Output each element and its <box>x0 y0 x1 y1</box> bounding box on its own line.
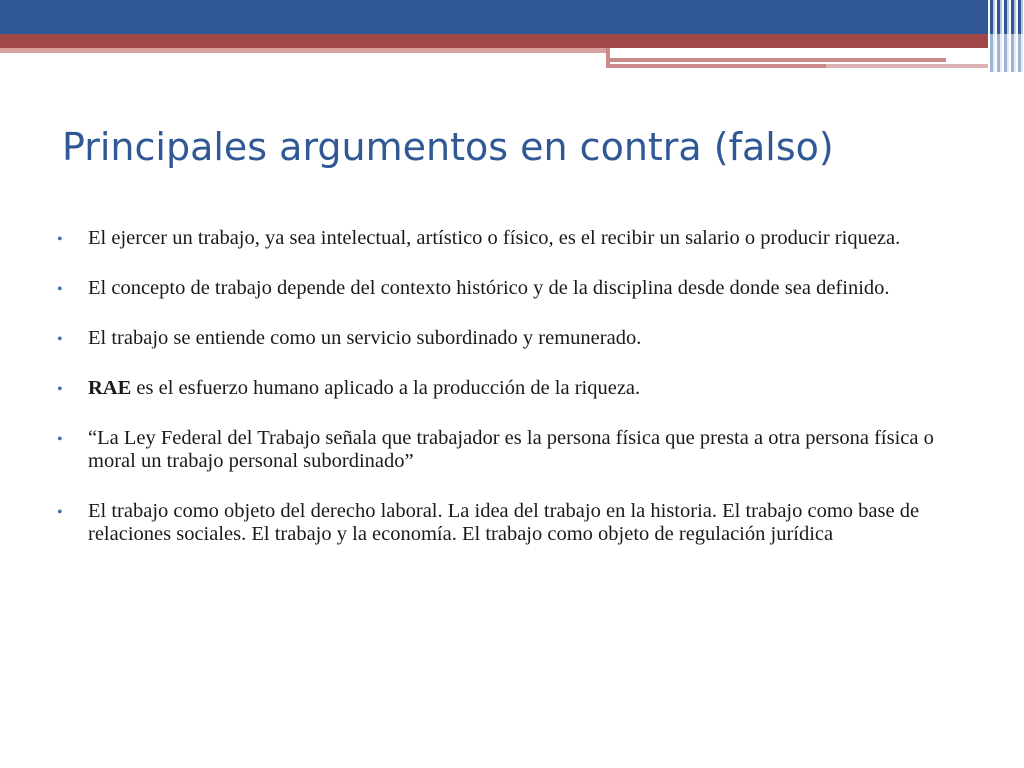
bullet-text: “La Ley Federal del Trabajo señala que trabajador es la persona física que presta a otra persona física o moral un trabajo personal subordinado” <box>88 427 934 472</box>
bullet-text: El ejercer un trabajo, ya sea intelectual, artístico o físico, es el recibir un salario o producir riqueza. <box>88 227 901 249</box>
bullet-text: El concepto de trabajo depende del contexto histórico y de la disciplina desde donde sea definido. <box>88 277 890 299</box>
bullet-text: El trabajo como objeto del derecho laboral. La idea del trabajo en la historia. El trabajo como base de relaciones sociales. El trabajo y la economía. El trabajo como objeto de regulación jurídica <box>88 500 920 545</box>
header-red-band <box>0 34 1024 48</box>
bullet-text: El trabajo se entiende como un servicio subordinado y remunerado. <box>88 327 642 349</box>
bullet-dot-icon: • <box>57 231 63 248</box>
header-pink-line <box>0 48 610 53</box>
bullet-dot-icon: • <box>57 504 63 521</box>
bullet-item <box>57 427 977 473</box>
bullet-item <box>57 500 977 546</box>
bullet-item <box>57 277 977 300</box>
slide-header-decoration <box>0 0 1024 80</box>
bullet-dot-icon: • <box>57 331 63 348</box>
bullet-item <box>57 377 977 400</box>
bullet-list <box>57 227 977 573</box>
bullet-dot-icon: • <box>57 381 63 398</box>
bullet-dot-icon: • <box>57 431 63 448</box>
bullet-item <box>57 227 977 250</box>
bullet-text: es el esfuerzo humano aplicado a la producción de la riqueza. <box>131 377 641 399</box>
slide-title: Principales argumentos en contra (falso) <box>62 125 834 169</box>
header-blue-band <box>0 0 1024 34</box>
bullet-bold-term: RAE <box>88 377 132 399</box>
header-accent-line-upper <box>610 58 946 62</box>
bullet-dot-icon: • <box>57 281 63 298</box>
header-accent-line-lower <box>606 64 826 68</box>
header-vertical-stripes-fade <box>988 34 1024 72</box>
bullet-item <box>57 327 977 350</box>
